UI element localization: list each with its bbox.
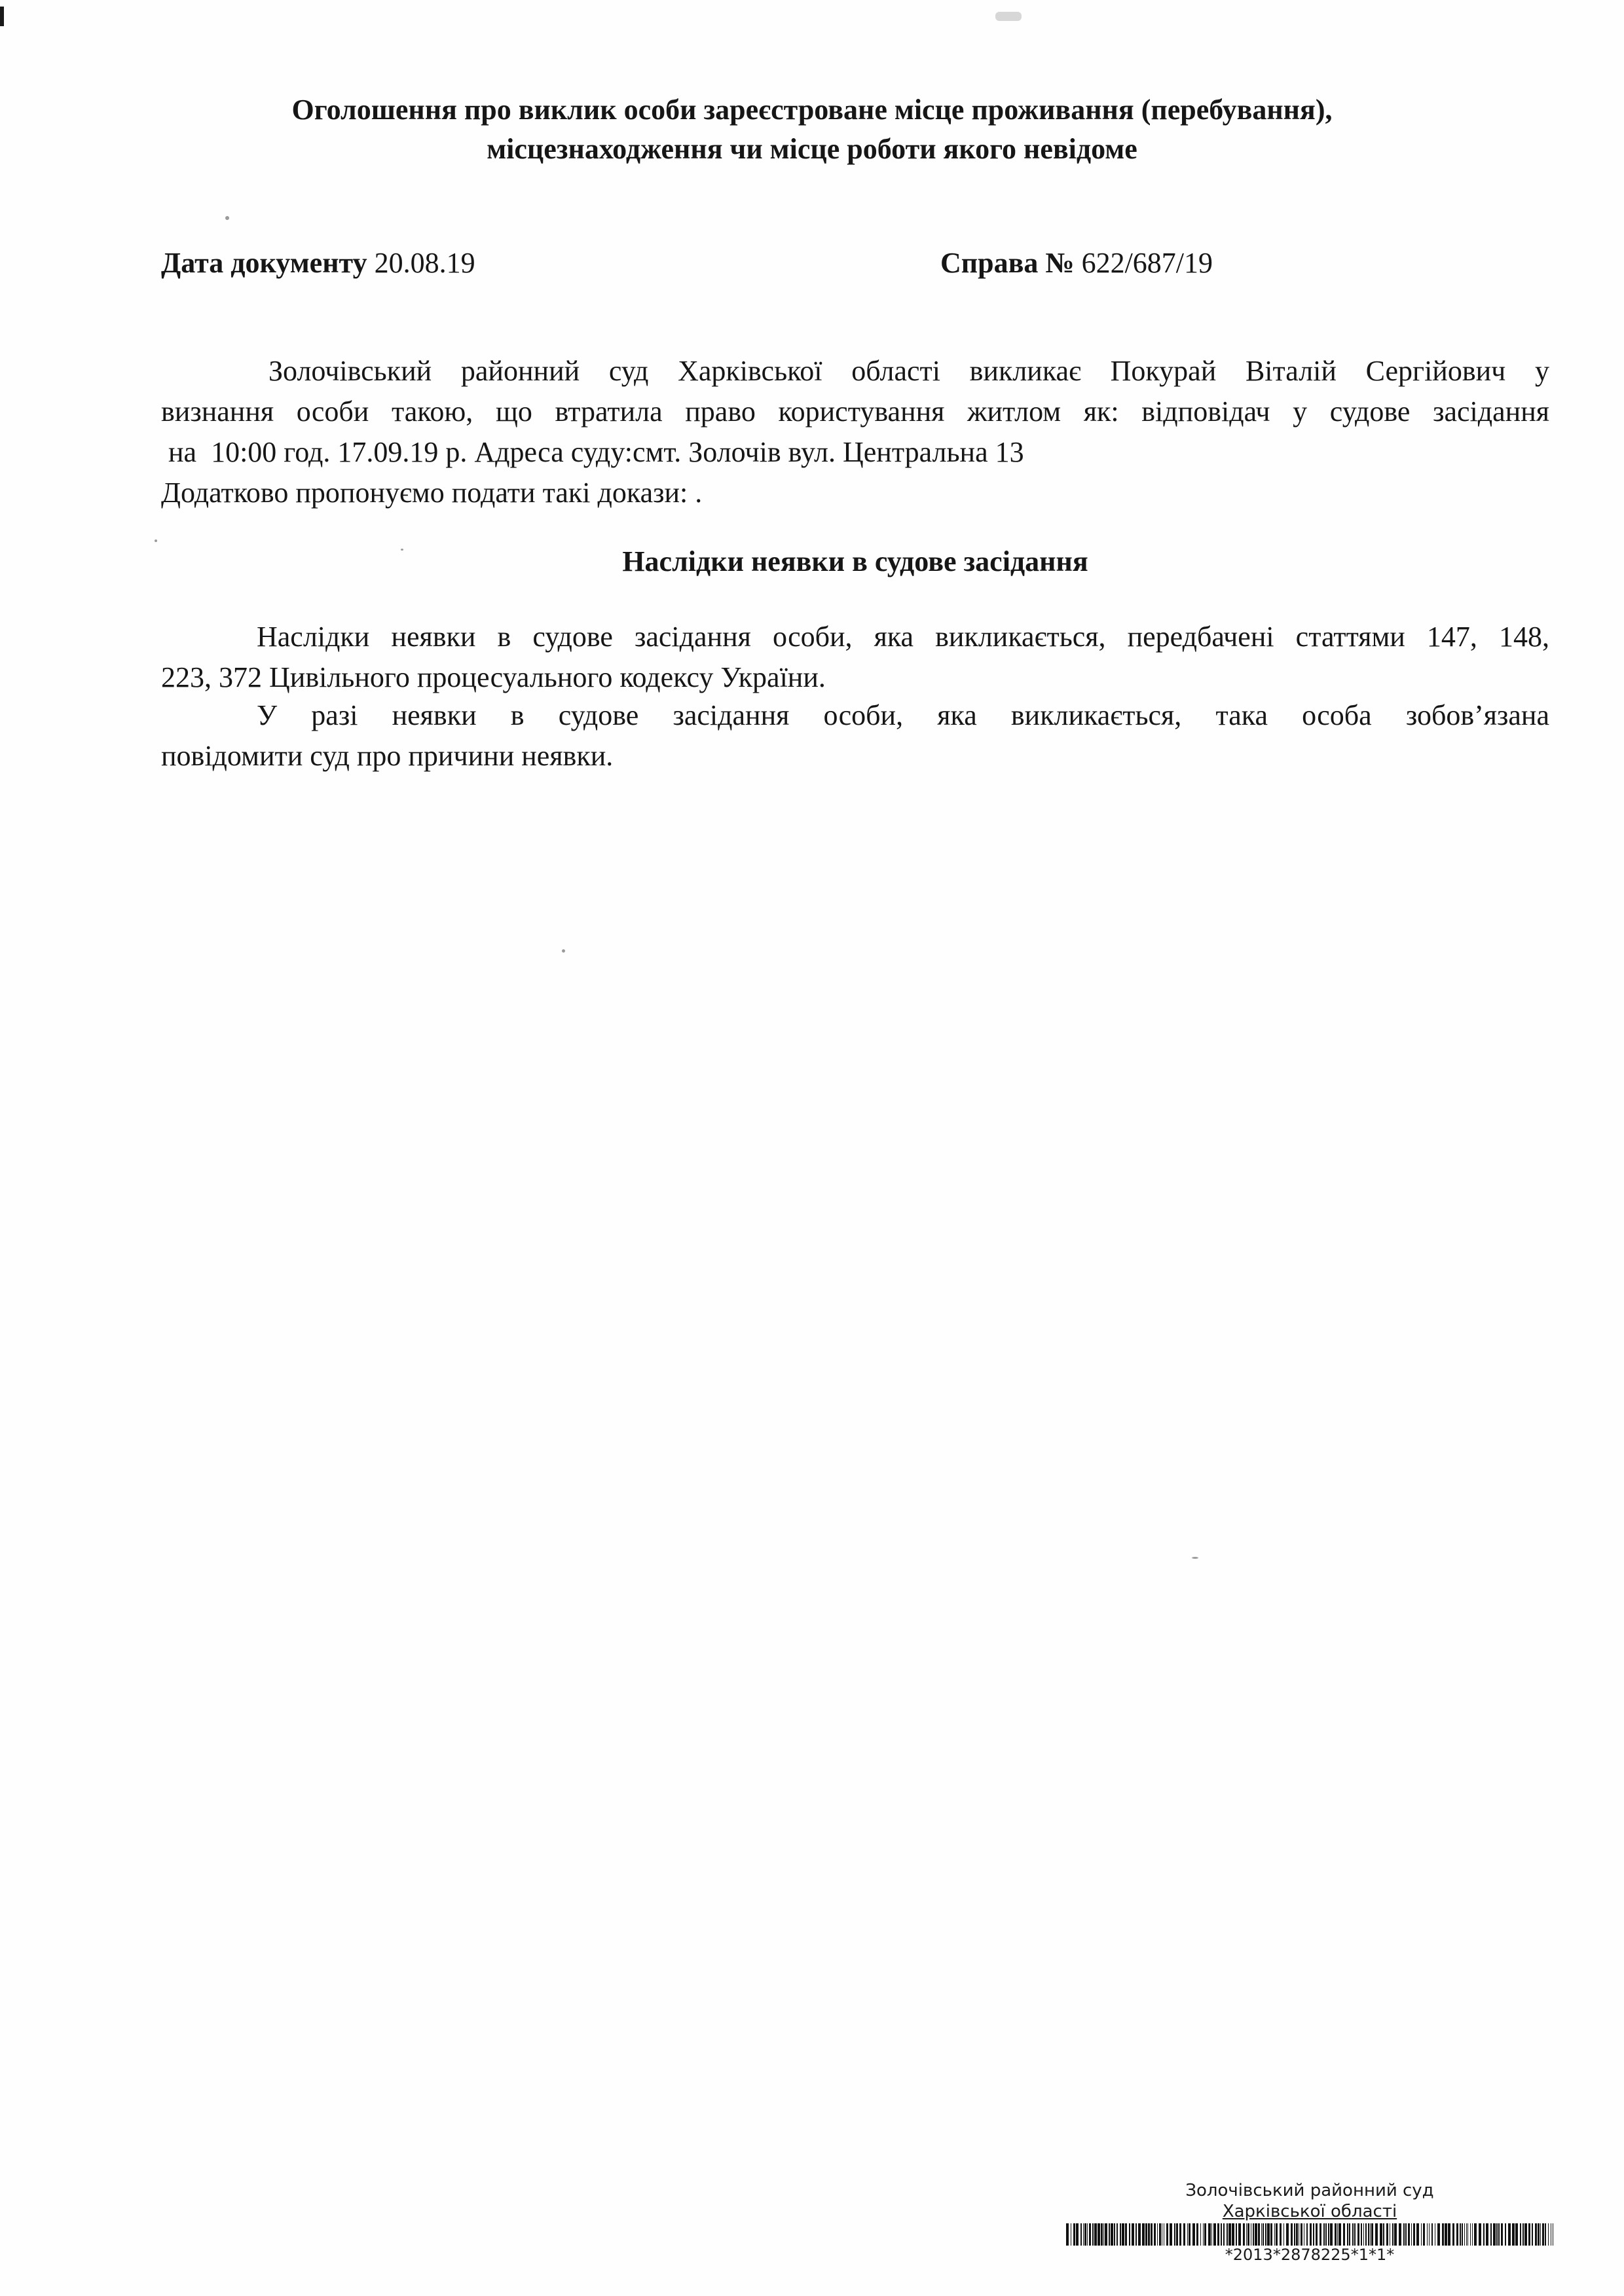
barcode-bar [1368, 2223, 1369, 2246]
title-line-2: місцезнаходження чи місце роботи якого невідоме [487, 133, 1137, 165]
barcode-bar [1352, 2223, 1354, 2246]
barcode-bar [1306, 2223, 1308, 2246]
barcode-bar [1098, 2223, 1100, 2246]
barcode-bar [1399, 2223, 1401, 2246]
barcode-bar [1538, 2223, 1540, 2246]
barcode-bar [1094, 2223, 1097, 2246]
barcode-bar [1176, 2223, 1178, 2246]
case-number [940, 244, 1213, 283]
barcode-bar [1265, 2223, 1266, 2246]
barcode-bar [1470, 2223, 1471, 2246]
barcode-bar [1466, 2223, 1467, 2246]
barcode-bar [1423, 2223, 1425, 2246]
barcode-bar [1280, 2223, 1282, 2246]
barcode-bar [1301, 2223, 1302, 2246]
barcode-bar [1174, 2223, 1175, 2246]
barcode-bar [1166, 2223, 1168, 2246]
case-label: Справа № [940, 247, 1075, 279]
barcode-bar [1066, 2223, 1069, 2246]
barcode-bar [1092, 2223, 1094, 2246]
stamp-court-name: Золочівський районний суд [1185, 2181, 1434, 2200]
barcode-bar [1337, 2223, 1338, 2246]
barcode-bar [1120, 2223, 1121, 2246]
barcode-bar [1228, 2223, 1231, 2246]
barcode-bar [1187, 2223, 1188, 2246]
barcode-bar [1548, 2223, 1549, 2246]
barcode-bar [1328, 2223, 1329, 2246]
barcode-bar [1542, 2223, 1544, 2246]
barcode-bar [1545, 2223, 1546, 2246]
barcode-bar [1403, 2223, 1405, 2246]
barcode-bar [1462, 2223, 1463, 2246]
barcode-bar [1261, 2223, 1262, 2246]
barcode-bar [1109, 2223, 1110, 2246]
notice-line: повідомити суд про причини неявки. [161, 740, 614, 772]
barcode-bar [1479, 2223, 1481, 2246]
barcode-bar [1535, 2223, 1537, 2246]
barcode-bar [1361, 2223, 1362, 2246]
barcode-bar [1405, 2223, 1407, 2246]
barcode-bar [1320, 2223, 1321, 2246]
barcode-bar [1221, 2223, 1222, 2246]
barcode-bar [1522, 2223, 1524, 2246]
scan-smudge [995, 12, 1022, 21]
barcode-bar [1204, 2223, 1206, 2246]
barcode-bar [1323, 2223, 1325, 2246]
barcode-bar [1183, 2223, 1185, 2246]
barcode-bar [1076, 2223, 1079, 2246]
barcode-bar [1437, 2223, 1440, 2246]
barcode-bar [1129, 2223, 1130, 2246]
barcode-bar [1203, 2223, 1204, 2246]
stamp-court-region: Харківської області [1222, 2202, 1397, 2221]
barcode-bar [1474, 2223, 1477, 2246]
barcode-bar [1276, 2223, 1278, 2246]
notice-paragraph [161, 695, 1549, 776]
barcode-bar [1189, 2223, 1190, 2246]
barcode-bar [1145, 2223, 1147, 2246]
barcode-bar [1101, 2223, 1103, 2246]
barcode-bar [1460, 2223, 1461, 2246]
barcode-bar [1122, 2223, 1124, 2246]
barcode-bar [1255, 2223, 1257, 2246]
barcode-bar [1429, 2223, 1430, 2246]
barcode-bar [1386, 2223, 1388, 2246]
barcode-bar [1258, 2223, 1260, 2246]
barcode-bar [1472, 2223, 1473, 2246]
barcode-bar [1383, 2223, 1384, 2246]
barcode-bar [1286, 2223, 1289, 2246]
barcode-bar [1179, 2223, 1181, 2246]
barcode-bar [1310, 2223, 1312, 2246]
barcode-bar [1524, 2223, 1527, 2246]
barcode-bar [1448, 2223, 1450, 2246]
barcode-bar [1335, 2223, 1337, 2246]
barcode-bar [1208, 2223, 1211, 2246]
barcode-bar [1270, 2223, 1272, 2246]
barcode-bar [1253, 2223, 1254, 2246]
barcode-bar [1408, 2223, 1410, 2246]
barcode-bar [1325, 2223, 1327, 2246]
barcode-bar [1170, 2223, 1172, 2246]
barcode-bar [1247, 2223, 1249, 2246]
barcode-bar [1375, 2223, 1378, 2246]
barcode-bar [1508, 2223, 1511, 2246]
barcode-bar [1330, 2223, 1333, 2246]
barcode-bar [1211, 2223, 1212, 2246]
barcode-bar [1416, 2223, 1419, 2246]
summons-paragraph [161, 351, 1549, 513]
barcode-bar [1442, 2223, 1444, 2246]
summons-line: Додатково пропонуємо подати такі докази: . [161, 477, 703, 509]
barcode-bar [1116, 2223, 1118, 2246]
barcode-bar [1103, 2223, 1104, 2246]
barcode-bar [1223, 2223, 1225, 2246]
barcode-bar [1515, 2223, 1518, 2246]
consequences-paragraph [161, 617, 1549, 698]
date-label: Дата документу [161, 247, 367, 279]
barcode-bar [1501, 2223, 1503, 2246]
barcode-bar [1142, 2223, 1145, 2246]
barcode-bar [1148, 2223, 1150, 2246]
barcode-bar [1380, 2223, 1382, 2246]
barcode-bar [1493, 2223, 1496, 2246]
date-value: 20.08.19 [374, 247, 475, 279]
barcode-bar [1464, 2223, 1465, 2246]
barcode-bar [1467, 2223, 1468, 2246]
barcode-bar [1263, 2223, 1264, 2246]
barcode-bar [1283, 2223, 1284, 2246]
barcode-bar [1505, 2223, 1506, 2246]
barcode-bar [1135, 2223, 1137, 2246]
scan-speck [155, 539, 157, 542]
barcode-icon [1066, 2223, 1553, 2246]
barcode-bar [1089, 2223, 1091, 2246]
barcode-bar [1456, 2223, 1458, 2246]
barcode-bar [1238, 2223, 1241, 2246]
barcode-bar [1196, 2223, 1198, 2246]
barcode-bar [1138, 2223, 1141, 2246]
barcode-bar [1421, 2223, 1422, 2246]
summons-line: на 10:00 год. 17.09.19 р. Адреса суду:смт. Золочів вул. Центральна 13 [161, 436, 1024, 468]
barcode-bar [1354, 2223, 1356, 2246]
barcode-bar [1236, 2223, 1237, 2246]
barcode-bar [1365, 2223, 1367, 2246]
barcode-bar [1213, 2223, 1216, 2246]
barcode-bar [1267, 2223, 1270, 2246]
barcode-bar [1357, 2223, 1359, 2246]
scan-edge-mark [0, 7, 4, 26]
barcode-bar [1512, 2223, 1515, 2246]
barcode-bar [1080, 2223, 1082, 2246]
barcode-bar [1413, 2223, 1415, 2246]
barcode-bar [1496, 2223, 1498, 2246]
consequences-line: Наслідки неявки в судове засідання особи, яка викликається, передбачені статтями 147, 148, [257, 621, 1549, 653]
barcode-bar [1338, 2223, 1341, 2246]
consequences-line: 223, 372 Цивільного процесуального кодексу України. [161, 661, 826, 693]
barcode-bar [1232, 2223, 1234, 2246]
title-line-1: Оголошення про виклик особи зареєстроване місце проживання (перебування), [291, 94, 1333, 126]
barcode-bar [1227, 2223, 1228, 2246]
barcode-bar [1217, 2223, 1219, 2246]
barcode-bar [1114, 2223, 1115, 2246]
scan-speck [225, 216, 229, 220]
barcode-bar [1431, 2223, 1433, 2246]
barcode-bar [1520, 2223, 1521, 2246]
barcode-bar [1316, 2223, 1318, 2246]
barcode-bar [1498, 2223, 1500, 2246]
document-title [118, 90, 1506, 169]
barcode-bar [1192, 2223, 1195, 2246]
barcode-bar [1343, 2223, 1345, 2246]
barcode-bar [1073, 2223, 1075, 2246]
scan-speck [562, 949, 565, 953]
barcode-bar [1394, 2223, 1397, 2246]
barcode-bar [1349, 2223, 1350, 2246]
barcode-bar [1291, 2223, 1293, 2246]
barcode-bar [1532, 2223, 1533, 2246]
barcode-bar [1105, 2223, 1107, 2246]
barcode-bar [1087, 2223, 1088, 2246]
barcode-bar [1371, 2223, 1373, 2246]
barcode-bar [1540, 2223, 1541, 2246]
barcode-bar [1294, 2223, 1295, 2246]
notice-line: У разі неявки в судове засідання особи, яка викликається, така особа зобов’язана [257, 699, 1549, 731]
barcode-bar [1483, 2223, 1485, 2246]
barcode-bar [1445, 2223, 1447, 2246]
barcode-bar [1363, 2223, 1364, 2246]
summons-line: Золочівський районний суд Харківської області викликає Покурай Віталій Сергійович у [268, 355, 1549, 387]
barcode-bar [1159, 2223, 1161, 2246]
barcode-bar [1246, 2223, 1247, 2246]
barcode-bar [1084, 2223, 1086, 2246]
barcode-bar [1313, 2223, 1314, 2246]
barcode-bar [1132, 2223, 1134, 2246]
barcode-bar [1157, 2223, 1158, 2246]
barcode-bar [1125, 2223, 1127, 2246]
barcode-bar [1370, 2223, 1371, 2246]
barcode-bar [1427, 2223, 1428, 2246]
case-value: 622/687/19 [1081, 247, 1213, 279]
barcode-bar [1274, 2223, 1275, 2246]
barcode-bar [1347, 2223, 1348, 2246]
scan-speck [1192, 1557, 1198, 1559]
barcode-bar [1111, 2223, 1113, 2246]
barcode-bar [1243, 2223, 1245, 2246]
barcode-bar [1490, 2223, 1492, 2246]
barcode-bar [1154, 2223, 1156, 2246]
barcode-bar [1151, 2223, 1153, 2246]
barcode-bar [1528, 2223, 1530, 2246]
barcode-bar [1486, 2223, 1488, 2246]
barcode-bar [1200, 2223, 1201, 2246]
summons-line: визнання особи такою, що втратила право користування житлом як: відповідач у судове засідання [161, 395, 1549, 428]
barcode-bar [1296, 2223, 1298, 2246]
barcode-bar [1392, 2223, 1393, 2246]
consequences-heading: Наслідки неявки в судове засідання [622, 545, 1088, 577]
barcode-number: *2013*2878225*1*1* [1225, 2246, 1395, 2264]
barcode-bar [1083, 2223, 1084, 2246]
court-barcode-stamp [1066, 2180, 1553, 2264]
barcode-bar [1411, 2223, 1412, 2246]
document-date [161, 244, 475, 283]
barcode-bar [1452, 2223, 1454, 2246]
